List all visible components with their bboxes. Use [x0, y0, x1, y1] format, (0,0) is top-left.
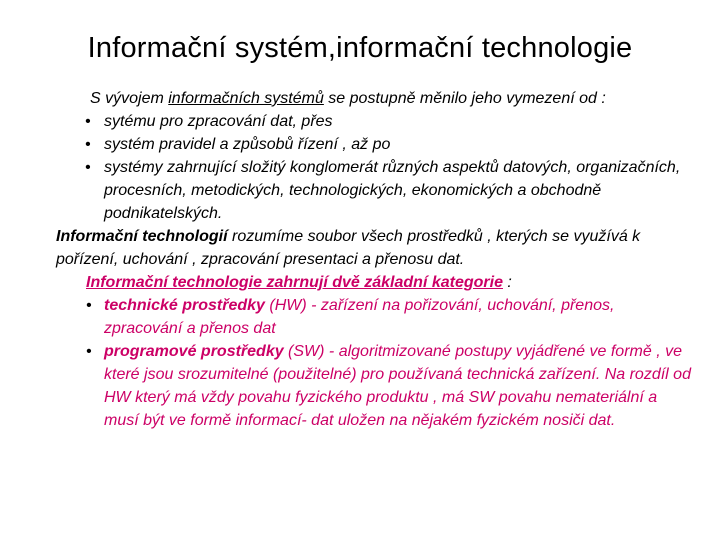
bullet-icon: •	[85, 136, 91, 153]
category-term: technické prostředky	[104, 297, 265, 314]
category-term: programové prostředky	[104, 343, 284, 360]
list-item	[56, 294, 696, 340]
list-item	[56, 156, 696, 225]
categories-heading-paragraph	[56, 271, 696, 294]
intro-prefix: S vývojem	[90, 90, 169, 107]
bullet-icon: •	[85, 113, 91, 130]
evolution-list	[56, 110, 696, 225]
it-definition: rozumíme soubor všech prostředků , kterých se využívá k pořízení, uchování , zpracování presentaci a přenosu dat.	[56, 228, 641, 268]
slide-title: Informační systém,informační technologie	[87, 32, 633, 64]
bullet-icon: •	[86, 297, 92, 314]
list-item-text: systémy zahrnující složitý konglomerát různých aspektů datových, organizačních, procesních, metodických, technologických, ekonomických a obchodně podnikatelských.	[104, 159, 681, 222]
it-term: Informační technologií	[56, 228, 228, 245]
bullet-icon: •	[85, 159, 91, 176]
list-item-text: sytému pro zpracování dat, přes	[104, 113, 333, 130]
list-item	[56, 340, 696, 432]
it-definition-paragraph	[56, 225, 696, 271]
list-item	[56, 110, 696, 133]
bullet-icon: •	[86, 343, 92, 360]
list-item	[56, 133, 696, 156]
intro-paragraph	[56, 87, 696, 110]
categories-heading: Informační technologie zahrnují dvě základní kategorie	[86, 274, 503, 291]
category-description: (HW) - zařízení na pořizování, uchování, přenos, zpracování a přenos dat	[104, 297, 615, 337]
slide-body	[56, 87, 696, 432]
categories-colon: :	[502, 274, 512, 291]
categories-list	[56, 294, 696, 432]
list-item-text: systém pravidel a způsobů řízení , až po	[104, 136, 391, 153]
intro-suffix: se postupně měnilo jeho vymezení od :	[323, 90, 606, 107]
intro-term: informačních systémů	[168, 90, 324, 107]
category-description: (SW) - algoritmizované postupy vyjádřené ve formě , ve které jsou srozumitelné (použitelné) pro používaná technická zařízení. Na rozdíl od HW který má vždy povahu fyzického produktu , má SW povahu nemateriální a musí být ve formě informací- dat uložen na nějakém fyzickém nosiči dat.	[104, 343, 691, 429]
